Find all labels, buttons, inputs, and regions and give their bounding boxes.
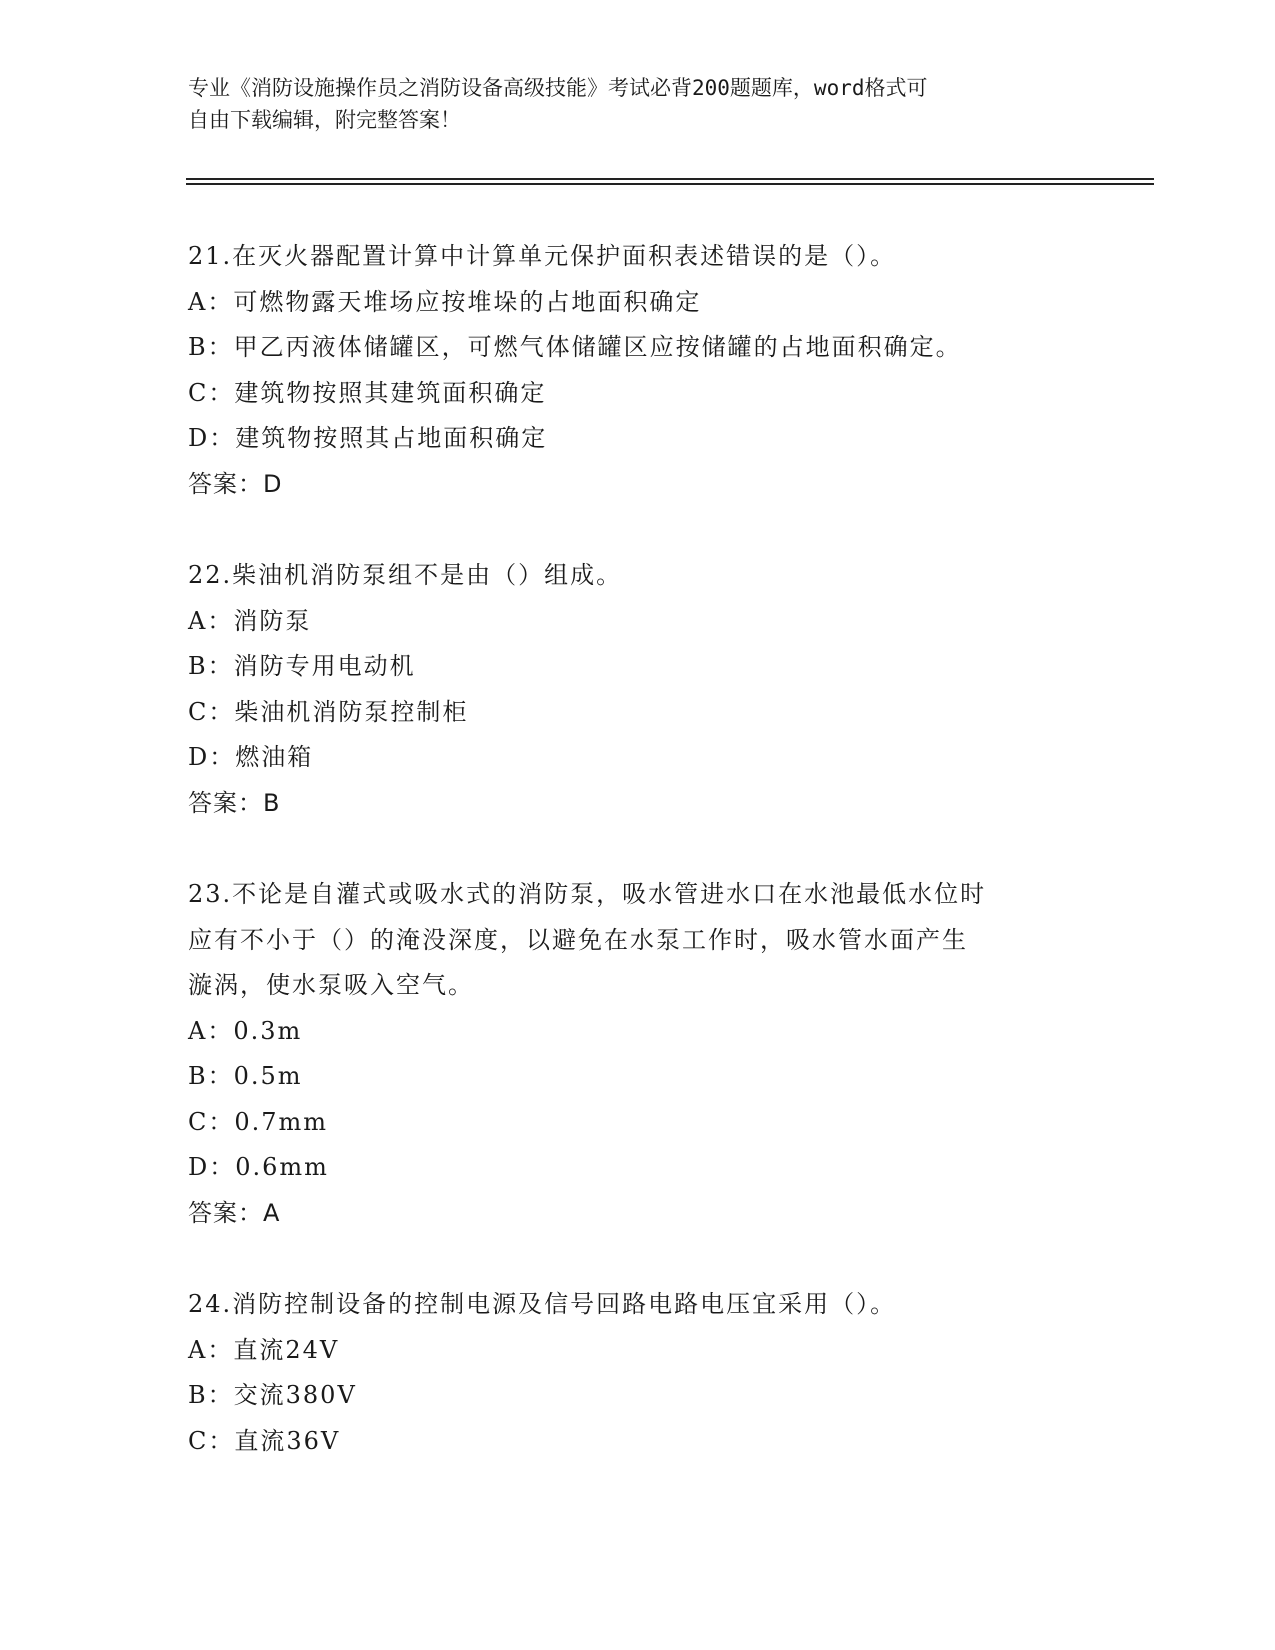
option-a: A：直流24V <box>188 1335 340 1364</box>
option-a: A：0.3m <box>188 1016 303 1045</box>
option-c: C：柴油机消防泵控制柜 <box>188 697 469 726</box>
option-c: C：0.7mm <box>188 1107 329 1136</box>
answer: 答案：D <box>188 469 283 498</box>
question-stem: 24.消防控制设备的控制电源及信号回路电路电压宜采用（）。 <box>188 1290 897 1318</box>
option-c: C：直流36V <box>188 1426 341 1455</box>
question-stem: 22.柴油机消防泵组不是由（）组成。 <box>188 561 623 589</box>
option-b: B：交流380V <box>188 1381 357 1409</box>
question-23 <box>188 872 1088 1236</box>
question-24 <box>188 1282 1088 1464</box>
question-stem: 23.不论是自灌式或吸水式的消防泵，吸水管进水口在水池最低水位时 <box>188 880 987 908</box>
option-a: A：可燃物露天堆场应按堆垛的占地面积确定 <box>188 287 702 316</box>
option-d: D：0.6mm <box>188 1153 329 1181</box>
header-line: 专业《消防设施操作员之消防设备高级技能》考试必背200题题库，word格式可 <box>188 76 928 100</box>
option-a: A：消防泵 <box>188 606 312 635</box>
document-header <box>188 72 1088 136</box>
question-stem: 应有不小于（）的淹没深度，以避免在水泵工作时，吸水管水面产生 <box>188 925 968 954</box>
question-22 <box>188 553 1088 826</box>
question-list <box>188 234 1088 1510</box>
question-21 <box>188 234 1088 507</box>
answer: 答案：B <box>188 788 281 817</box>
question-stem: 漩涡，使水泵吸入空气。 <box>188 971 474 999</box>
option-c: C：建筑物按照其建筑面积确定 <box>188 378 547 407</box>
answer: 答案：A <box>188 1198 281 1227</box>
option-d: D：建筑物按照其占地面积确定 <box>188 424 548 452</box>
option-b: B：0.5m <box>188 1062 303 1090</box>
question-stem: 21.在灭火器配置计算中计算单元保护面积表述错误的是（）。 <box>188 242 897 270</box>
header-divider <box>186 183 1154 185</box>
option-b: B：甲乙丙液体储罐区，可燃气体储罐区应按储罐的占地面积确定。 <box>188 333 962 361</box>
option-b: B：消防专用电动机 <box>188 652 416 680</box>
header-line: 自由下载编辑，附完整答案！ <box>188 108 461 132</box>
option-d: D：燃油箱 <box>188 743 314 771</box>
header-divider <box>186 178 1154 180</box>
